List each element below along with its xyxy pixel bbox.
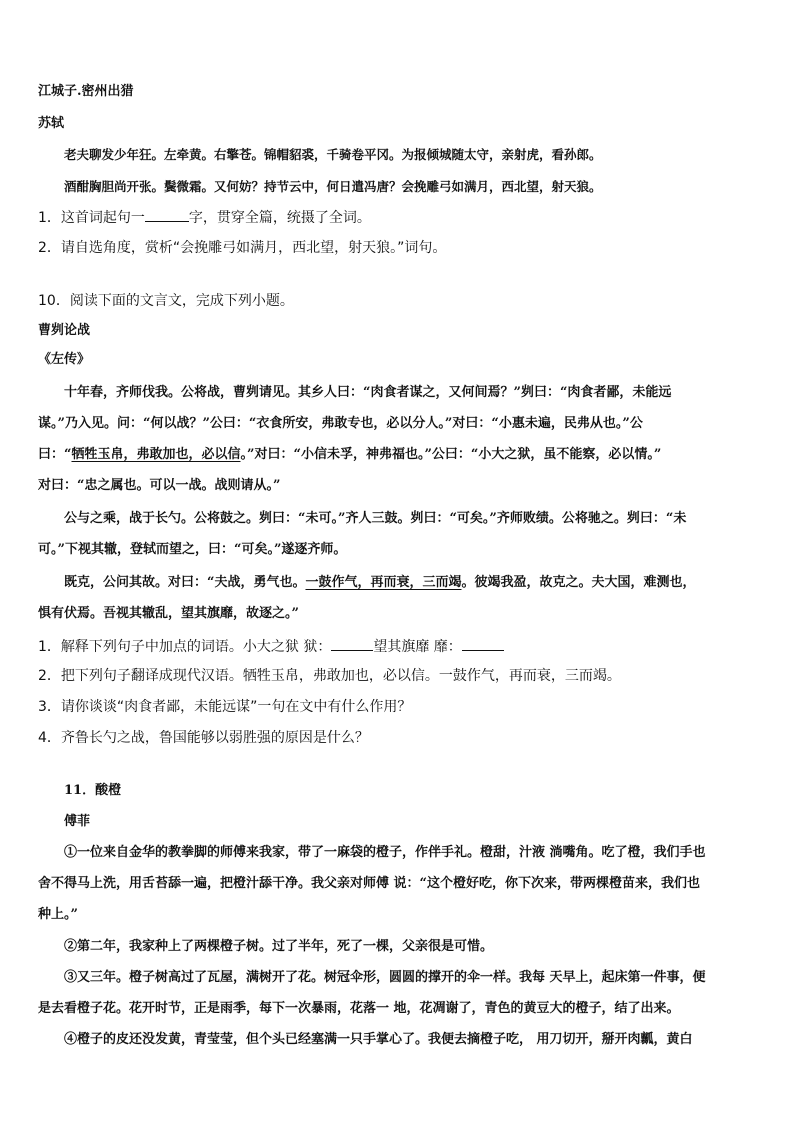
q11-para3-line2: 是去看橙子花。花开时节，正是雨季，每下一次暴雨，花落一 地，花凋谢了，青色的黄豆大的橙子，结了出来。 — [38, 1001, 680, 1016]
q10-question-1 — [38, 636, 504, 657]
poem-author: 苏轼 — [38, 116, 65, 131]
poem-question-2: 2．请自选角度，赏析“会挽雕弓如满月，西北望，射天狼。”词句。 — [38, 240, 447, 256]
q11-author: 傅菲 — [64, 814, 91, 829]
q11-para3-line1: ③又三年。橙子树高过了瓦屋，满树开了花。树冠伞形，圆圆的撑开的伞一样。我每 天早上，起床第一件事，便 — [64, 970, 706, 985]
poem-question-1 — [38, 207, 371, 228]
q10-para1-line1: 十年春，齐师伐我。公将战，曹刿请见。其乡人曰：“肉食者谋之，又何间焉？”刿曰：“肉食者鄙，未能远 — [64, 385, 672, 400]
poem-title: 江城子.密州出猎 — [38, 84, 134, 99]
underlined-sentence: 牺牲玉帛，弗敢加也，必以信 — [71, 447, 241, 462]
q11-para2: ②第二年，我家种上了两棵橙子树。过了半年，死了一棵，父亲很是可惜。 — [64, 939, 494, 954]
text-segment: 曰：“ — [38, 447, 72, 462]
q11-para4-line1: ④橙子的皮还没发黄，青莹莹，但个头已经塞满一只手掌心了。我便去摘橙子吃， 用刀切开，掰开肉瓤，黄白 — [64, 1032, 693, 1047]
poem-line-2: 酒酣胸胆尚开张。鬓微霜。又何妨？持节云中，何日遣冯唐？会挽雕弓如满月，西北望，射天狼。 — [64, 179, 602, 194]
q10-para3-line1 — [64, 573, 696, 593]
q10-question-2: 2．把下列句子翻译成现代汉语。牺牲玉帛，弗敢加也，必以信。一鼓作气，再而衰，三而竭。 — [38, 668, 621, 684]
q10-intro: 10．阅读下面的文言文，完成下列小题。 — [38, 293, 294, 309]
answer-blank — [462, 636, 504, 651]
q11-para1-line1: ①一位来自金华的教拳脚的师傅来我家，带了一麻袋的橙子，作伴手礼。橙甜，汁液 淌嘴角。吃了橙，我们手也 — [64, 845, 706, 860]
q10-passage-source: 《左传》 — [38, 352, 91, 367]
question-text: 1．解释下列句子中加点的词语。小大之狱 狱： — [38, 639, 332, 655]
answer-blank — [331, 636, 373, 651]
text-segment: 。彼竭我盈，故克之。夫大国，难测也， — [461, 575, 696, 590]
q10-question-3: 3．请你谈谈“肉食者鄙，未能远谋”一句在文中有什么作用？ — [38, 699, 412, 715]
question-text: 望其旗靡 靡： — [373, 639, 462, 655]
q10-question-4: 4．齐鲁长勺之战，鲁国能够以弱胜强的原因是什么？ — [38, 730, 369, 746]
q10-passage-title: 曹刿论战 — [38, 323, 91, 338]
q11-para1-line2: 舍不得马上洗，用舌苔舔一遍，把橙汁舔干净。我父亲对师傅 说：“这个橙好吃，你下次来，带两棵橙苗来，我们也 — [38, 876, 701, 891]
q10-para1-line2: 谋。”乃入见。问：“何以战？”公曰：“衣食所安，弗敢专也，必以分人。”对曰：“小惠未遍，民弗从也。”公 — [38, 416, 643, 431]
question-text: 1．这首词起句一 — [38, 210, 145, 226]
text-segment: 。”对曰：“小信未孚，神弗福也。”公曰：“小大之狱，虽不能察，必以情。” — [240, 447, 662, 462]
poem-line-1: 老夫聊发少年狂。左牵黄。右擎苍。锦帽貂裘，千骑卷平冈。为报倾城随太守，亲射虎，看孙郎。 — [64, 147, 602, 162]
q10-para1-line3 — [38, 445, 661, 465]
q11-title: 11．酸橙 — [64, 783, 122, 798]
q10-para1-line4: 对曰：“忠之属也。可以一战。战则请从。” — [38, 478, 281, 493]
q10-para3-line2: 惧有伏焉。吾视其辙乱，望其旗靡，故逐之。” — [38, 606, 299, 621]
answer-blank — [145, 207, 189, 222]
underlined-sentence: 一鼓作气，再而衰，三而竭 — [305, 575, 462, 590]
q11-para1-line3: 种上。” — [38, 907, 78, 922]
q10-para2-line1: 公与之乘，战于长勺。公将鼓之。刿曰：“未可。”齐人三鼓。刿曰：“可矣。”齐师败绩。公将驰之。刿曰：“未 — [64, 511, 687, 526]
text-segment: 既克，公问其故。对曰：“夫战，勇气也。 — [64, 575, 306, 590]
q10-para2-line2: 可。”下视其辙，登轼而望之，曰：“可矣。”遂逐齐师。 — [38, 542, 347, 557]
question-text: 字，贯穿全篇，统摄了全词。 — [188, 210, 371, 226]
